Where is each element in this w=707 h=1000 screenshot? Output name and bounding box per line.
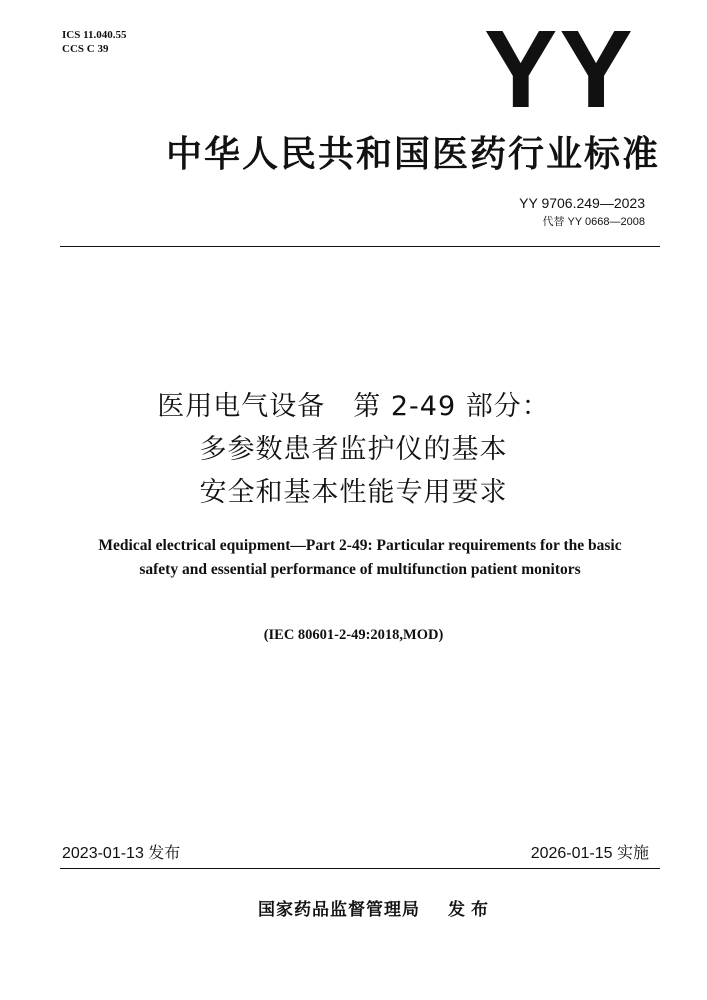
header-divider xyxy=(60,246,660,247)
title-en-line-2: safety and essential performance of multifunction patient monitors xyxy=(139,561,581,578)
ccs-code: CCS C 39 xyxy=(62,43,109,55)
replaces-standard: 代替 YY 0668—2008 xyxy=(542,216,645,228)
standard-number: YY 9706.249—2023 xyxy=(519,195,645,211)
equivalence-note: (IEC 80601-2-49:2018,MOD) xyxy=(263,627,444,643)
classification-codes xyxy=(62,28,127,56)
title-cn-line-2: 多参数患者监护仪的基本 xyxy=(199,434,508,465)
footer-divider xyxy=(60,868,660,869)
title-cn-line-1: 医用电气设备 第 2-49 部分： xyxy=(157,391,550,422)
ics-code: ICS 11.040.55 xyxy=(62,29,127,41)
issuer-name: 国家药品监督管理局 xyxy=(258,900,420,920)
standard-type-title: 中华人民共和国医药行业标准 xyxy=(165,134,660,175)
issuer-action: 发布 xyxy=(448,900,494,920)
yy-logo: YY xyxy=(484,8,635,131)
title-cn-line-3: 安全和基本性能专用要求 xyxy=(199,477,508,508)
issue-date: 2023-01-13 发布 xyxy=(62,845,181,862)
implementation-date: 2026-01-15 实施 xyxy=(530,845,649,862)
title-en-line-1: Medical electrical equipment—Part 2-49: Particular requirements for the basic xyxy=(98,537,622,554)
